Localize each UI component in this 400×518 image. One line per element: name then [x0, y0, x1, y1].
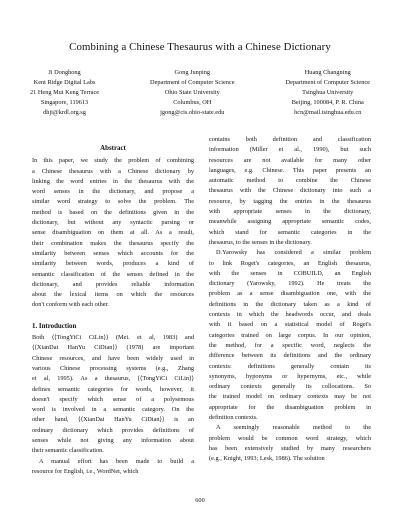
text-line: problem would be common word strategy, which: [209, 434, 371, 442]
author-email: dhji@krdl.org.sg: [43, 109, 86, 117]
text-line: ⟨⟨XianDai HanYu CiDian⟩⟩ (1978) are important: [32, 344, 194, 352]
body-paragraph-2: [209, 248, 371, 423]
page-number: 600: [195, 497, 205, 504]
text-line: defines semantic categories for words, however, it: [32, 385, 194, 393]
author-block: [30, 68, 370, 118]
text-line: dictionary, and provides reliable information: [32, 280, 194, 288]
right-column: [209, 135, 371, 465]
text-line: Both ⟨⟨TongYiCi CiLin⟩⟩ (Mei. et al, 1983) and: [32, 334, 194, 342]
left-column: [32, 144, 194, 477]
text-line: Chinese resources, and have been widely used in: [32, 354, 194, 362]
text-line: semantic classification of the senses defined in the: [32, 270, 194, 278]
text-line: sense disambiguation on them at all. As a result,: [32, 229, 194, 237]
text-line: similarity between senses which accounts for the: [32, 249, 194, 257]
body-paragraph-3: [209, 423, 371, 464]
text-line: meanwhile assigning appropriate semantic codes,: [209, 218, 371, 226]
author-affiliation: Ohio State University: [164, 89, 220, 97]
author-name: Gong Junping: [174, 69, 211, 76]
author-affiliation: Tsinghua University: [302, 89, 354, 97]
author-1: [30, 68, 99, 118]
text-line: A manual effort has been made to build a: [39, 457, 194, 465]
text-line: languages, e.g. Chinese. This paper presents an: [209, 166, 371, 174]
text-line: word is involved in a semantic category. On the: [32, 406, 194, 414]
intro-paragraph-1: [32, 333, 194, 457]
text-line: information (Miller et al., 1990), but such: [209, 146, 371, 154]
author-affiliation: Columbus, OH: [173, 99, 212, 107]
author-name: Ji Donghong: [48, 69, 81, 76]
text-line: their combination makes the thesaurus specify the: [32, 239, 194, 247]
text-line: resources are not available for many other: [209, 156, 371, 164]
text-line: contexts in which the headwords occur, and deals: [209, 311, 371, 319]
body-paragraph-1: [209, 135, 371, 248]
author-name: Huang Changning: [304, 69, 351, 76]
text-line: with the senses in COBUILD, an English: [209, 269, 371, 277]
section-heading: 1. Introduction: [32, 322, 77, 330]
text-line: doesn't specify which sense of a polysemous: [32, 395, 194, 403]
text-line: various Chinese processing systems (e.g., Zhang: [32, 364, 194, 372]
text-line: about the lexical items on which the resources: [32, 291, 194, 299]
text-line: thesaurus, to the senses in the dictionary.: [209, 238, 312, 246]
author-2: [150, 68, 234, 118]
text-line: a Chinese thesaurus with a Chinese dictionary by: [32, 167, 194, 175]
text-line: to link Roget's categories, an English thesaurus,: [209, 259, 371, 267]
intro-paragraph-2: [32, 457, 194, 478]
text-line: has been extensively studied by many researchers: [209, 444, 371, 452]
text-line: similar word strategy to solve the problem. The: [32, 198, 194, 206]
text-line: contains both definition and classification: [209, 136, 371, 143]
text-line: problem as a sense disambiguation one, with the: [209, 290, 371, 298]
text-line: their semantic classification.: [32, 447, 104, 455]
text-line: et al, 1995). As a thesaurus, ⟨⟨TongYiCi CiLin⟩⟩: [32, 375, 194, 383]
text-line: ordinary dictionary which provides definitions of: [32, 426, 194, 434]
text-line: resource for English, i.e., WordNet, which: [32, 467, 139, 475]
text-line: definitions in the dictionary taken as a kind of: [209, 300, 371, 308]
text-line: don't conform with each other.: [32, 301, 109, 309]
text-line: other hand, ⟨⟨XianDai HanYu CiDian⟩⟩ is an: [32, 416, 194, 424]
text-line: In this paper, we study the problem of combining: [32, 157, 194, 165]
author-3: [286, 68, 370, 118]
text-line: appropriate for the disambiguation problem in: [209, 403, 371, 411]
author-affiliation: Kent Ridge Digital Labs: [33, 79, 96, 87]
abstract-body: [32, 156, 194, 310]
text-line: the trained model on ordinary contexts may be not: [209, 393, 371, 401]
text-line: categories trained on large corpus. In our opinion,: [209, 331, 371, 339]
text-line: similarity between words, produces a kind of: [32, 260, 194, 268]
abstract-heading: Abstract: [100, 145, 126, 152]
text-line: ordinary contexts generally its collocations. So: [209, 383, 371, 391]
text-line: with appropriate senses in the dictionary,: [209, 208, 371, 216]
text-line: synonyms, hyponyms or hypernyms, etc., while: [209, 372, 371, 380]
text-line: (e.g., Knight, 1993; Lesk, 1986). The solution: [209, 455, 325, 463]
paper-title: Combining a Chinese Thesaurus with a Chinese Dictionary: [69, 41, 331, 53]
text-line: method is based on the definitions given in the: [32, 208, 194, 216]
author-affiliation: Singapore, 119613: [40, 99, 89, 107]
author-affiliation: Beijing, 100084, P. R. China: [291, 99, 364, 107]
text-line: which stand for semantic categories in the: [209, 228, 371, 236]
text-line: the method, for a specific word, neglects the: [209, 341, 371, 349]
author-affiliation: Department of Computer Science: [285, 79, 370, 87]
text-line: contexts: definitions generally contain its: [209, 362, 371, 370]
author-affiliation: 21 Heng Mui Keng Terrace: [30, 89, 100, 97]
text-line: thesaurus with the Chinese dictionary into such a: [209, 187, 371, 195]
text-line: dictionary (Yarowsky, 1992). He treats the: [209, 280, 371, 288]
author-email: jgong@cis.ohio-state.edu: [160, 109, 225, 117]
text-line: automatic method to combine the Chinese: [209, 177, 371, 185]
text-line: resource, by tagging the entries in the thesaurus: [209, 197, 371, 205]
text-line: senses while not giving any information about: [32, 437, 194, 445]
author-email: hcn@mail.tsinghua.edu.cn: [294, 109, 362, 117]
text-line: D.Yarowsky has considered a similar problem: [216, 249, 371, 257]
author-affiliation: Department of Computer Science: [150, 79, 235, 87]
text-line: dictionary, but without any syntactic parsing or: [32, 219, 194, 227]
text-line: definition contexts.: [209, 414, 258, 422]
text-line: word senses in the dictionary, and propose a: [32, 188, 194, 196]
text-line: difference between its definitions and the ordinary: [209, 352, 371, 360]
text-line: A seemingly reasonable method to the: [216, 424, 371, 432]
text-line: linking the word entries in the thesaurus with the: [32, 177, 194, 185]
text-line: with it based on a statistical model of Roget's: [209, 321, 371, 329]
